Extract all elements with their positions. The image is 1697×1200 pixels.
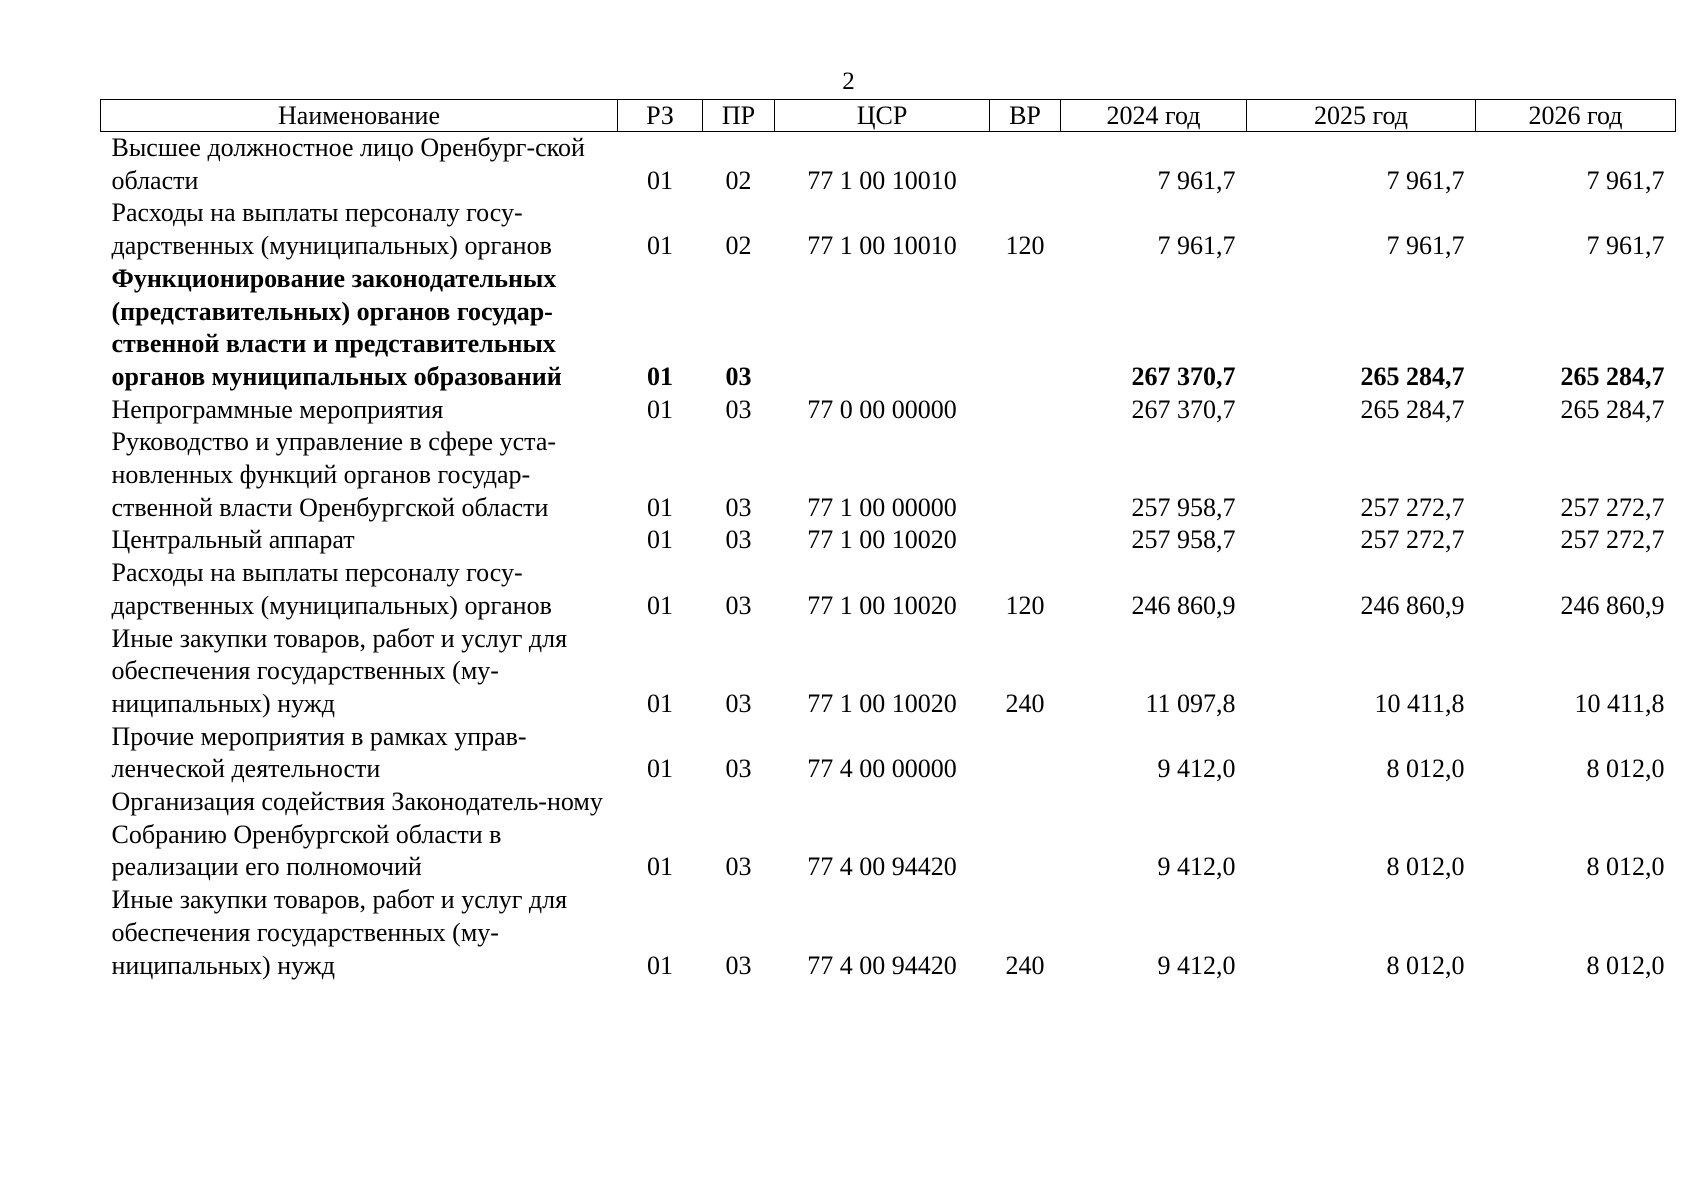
header-2025: 2025 год (1247, 100, 1476, 132)
table-row (101, 394, 1676, 427)
table-row (101, 623, 1676, 721)
cell-2024: 257 958,7 (1131, 492, 1236, 522)
header-vr: ВР (990, 100, 1061, 132)
cell-pr: 03 (725, 492, 752, 522)
cell-rz: 01 (647, 165, 673, 195)
table-row (101, 263, 1676, 394)
cell-name: Непрограммные мероприятия (111, 394, 444, 424)
cell-csr: 77 1 00 10010 (807, 165, 957, 195)
cell-2025: 246 860,9 (1360, 590, 1465, 620)
cell-2024: 9 412,0 (1157, 852, 1236, 882)
cell-2024: 257 958,7 (1131, 525, 1236, 555)
cell-2025: 7 961,7 (1386, 231, 1465, 261)
cell-csr: 77 1 00 10020 (807, 525, 957, 555)
cell-pr: 02 (725, 165, 752, 195)
cell-csr: 77 1 00 10010 (807, 231, 957, 261)
cell-2024: 7 961,7 (1157, 231, 1236, 261)
cell-csr (775, 263, 990, 394)
cell-2024: 267 370,7 (1131, 394, 1236, 424)
table-row (101, 524, 1676, 557)
table-row (101, 426, 1676, 524)
cell-csr: 77 1 00 10020 (807, 590, 957, 620)
cell-pr: 03 (725, 525, 752, 555)
cell-2025: 265 284,7 (1360, 394, 1465, 424)
cell-pr: 03 (725, 754, 752, 784)
cell-2024: 9 412,0 (1157, 950, 1236, 980)
cell-pr: 03 (725, 950, 752, 980)
cell-vr (990, 394, 1061, 427)
cell-name: Иные закупки товаров, работ и услуг для обеспечения государственных (му-ниципальных) нужд (111, 885, 568, 980)
table-body (101, 132, 1676, 983)
cell-name: Иные закупки товаров, работ и услуг для обеспечения государственных (му-ниципальных) нужд (111, 623, 568, 718)
cell-rz: 01 (647, 852, 673, 882)
cell-2024: 11 097,8 (1145, 688, 1236, 718)
cell-rz: 01 (647, 950, 673, 980)
table-row (101, 786, 1676, 884)
cell-name: Расходы на выплаты персоналу госу-дарственных (муниципальных) органов (111, 198, 552, 261)
cell-pr: 02 (725, 231, 752, 261)
cell-vr: 240 (1005, 688, 1045, 718)
cell-name: Прочие мероприятия в рамках управ-ленческой деятельности (111, 721, 527, 784)
cell-rz: 01 (647, 492, 673, 522)
table-row (101, 197, 1676, 262)
cell-vr: 120 (1005, 231, 1045, 261)
cell-name: Организация содействия Законодатель-ному Собранию Оренбургской области в реализации его полномочий (111, 787, 603, 882)
cell-vr (990, 721, 1061, 786)
header-2026: 2026 год (1476, 100, 1676, 132)
cell-2025: 10 411,8 (1374, 688, 1465, 718)
cell-2026: 257 272,7 (1560, 492, 1665, 522)
cell-pr: 03 (725, 361, 752, 391)
cell-2026: 257 272,7 (1560, 525, 1665, 555)
cell-2026: 7 961,7 (1586, 231, 1665, 261)
cell-2026: 8 012,0 (1586, 754, 1665, 784)
cell-csr: 77 1 00 00000 (807, 492, 957, 522)
cell-2025: 257 272,7 (1360, 525, 1465, 555)
cell-name: Руководство и управление в сфере уста-новленных функций органов государ-ственной власти Оренбургской области (111, 427, 557, 522)
cell-2025: 265 284,7 (1360, 361, 1465, 391)
header-name: Наименование (101, 100, 618, 132)
cell-2025: 257 272,7 (1360, 492, 1465, 522)
cell-name: Высшее должностное лицо Оренбург-ской области (111, 133, 585, 195)
cell-rz: 01 (647, 361, 673, 391)
cell-2026: 7 961,7 (1586, 165, 1665, 195)
cell-2025: 7 961,7 (1386, 165, 1465, 195)
cell-rz: 01 (647, 525, 673, 555)
table-row (101, 132, 1676, 198)
cell-pr: 03 (725, 852, 752, 882)
cell-vr: 120 (1005, 590, 1045, 620)
cell-2025: 8 012,0 (1386, 754, 1465, 784)
cell-2024: 267 370,7 (1131, 361, 1236, 391)
cell-vr (990, 524, 1061, 557)
cell-2026: 8 012,0 (1586, 950, 1665, 980)
table-row (101, 721, 1676, 786)
cell-2025: 8 012,0 (1386, 852, 1465, 882)
header-rz: РЗ (618, 100, 703, 132)
cell-name: Функционирование законодательных (представительных) органов государ-ственной власти и представительных органов муниципальных образований (111, 263, 562, 391)
cell-2026: 265 284,7 (1560, 394, 1665, 424)
header-2024: 2024 год (1061, 100, 1247, 132)
cell-2025: 8 012,0 (1386, 950, 1465, 980)
cell-2024: 246 860,9 (1131, 590, 1236, 620)
cell-rz: 01 (647, 754, 673, 784)
cell-csr: 77 4 00 94420 (807, 950, 957, 980)
cell-2026: 246 860,9 (1560, 590, 1665, 620)
cell-csr: 77 4 00 00000 (807, 754, 957, 784)
cell-2026: 265 284,7 (1560, 361, 1665, 391)
cell-pr: 03 (725, 394, 752, 424)
cell-rz: 01 (647, 231, 673, 261)
cell-csr: 77 0 00 00000 (807, 394, 957, 424)
cell-vr (990, 132, 1061, 198)
cell-rz: 01 (647, 590, 673, 620)
cell-vr (990, 786, 1061, 884)
header-csr: ЦСР (775, 100, 990, 132)
cell-2024: 7 961,7 (1157, 165, 1236, 195)
cell-name: Расходы на выплаты персоналу госу-дарственных (муниципальных) органов (111, 558, 552, 620)
cell-csr: 77 1 00 10020 (807, 688, 957, 718)
cell-vr (990, 263, 1061, 394)
table-row (101, 557, 1676, 622)
cell-2024: 9 412,0 (1157, 754, 1236, 784)
header-pr: ПР (703, 100, 775, 132)
cell-name: Центральный аппарат (111, 525, 355, 555)
cell-pr: 03 (725, 590, 752, 620)
cell-vr: 240 (1005, 950, 1045, 980)
budget-table (100, 99, 1676, 982)
cell-rz: 01 (647, 688, 673, 718)
table-row (101, 884, 1676, 982)
cell-pr: 03 (725, 688, 752, 718)
cell-csr: 77 4 00 94420 (807, 852, 957, 882)
cell-rz: 01 (647, 394, 673, 424)
cell-2026: 10 411,8 (1574, 688, 1665, 718)
header-row (101, 100, 1676, 132)
page-number: 2 (842, 68, 855, 95)
cell-vr (990, 426, 1061, 524)
cell-2026: 8 012,0 (1586, 852, 1665, 882)
table-header (101, 100, 1676, 132)
